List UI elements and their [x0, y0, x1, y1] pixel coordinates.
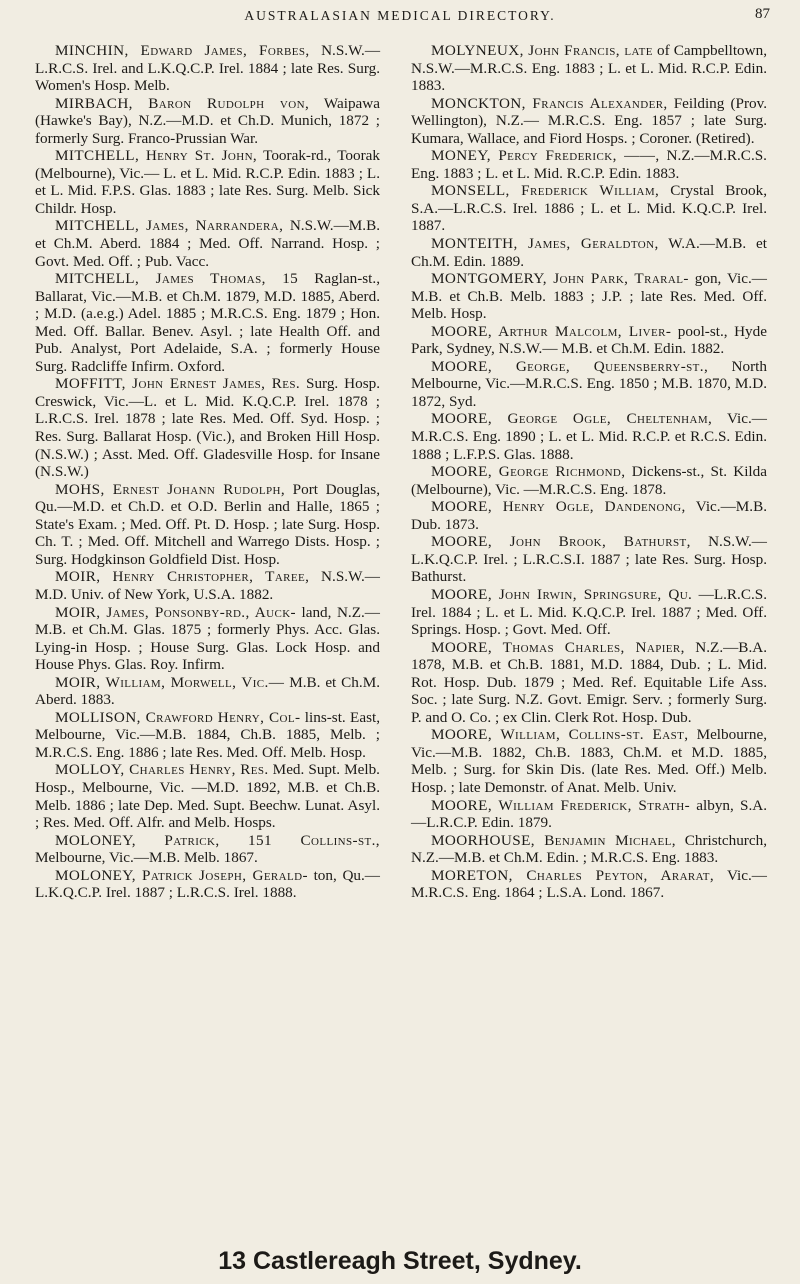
directory-entry	[411, 832, 767, 867]
right-column	[411, 42, 767, 902]
entry-details: Christchurch, N.Z.—M.B. et Ch.M. Edin. ; M.R.C.S. Eng. 1883.	[411, 831, 767, 867]
entry-heading: MOLONEY, Patrick Joseph, Gerald-	[55, 866, 308, 884]
entry-details: N.Z.—B.A. 1878, M.B. et Ch.B. 1881, M.D. 1884, Dub. ; L. Mid. Rot. Hosp. Dub. 1879 ; Med. Ref. Equitable Life Ass. Soc. ; late Surg. N.Z. Govt. Emigr. Serv. ; formerly Surg. P. and O. Co. ; ex Clin. Clerk Rot. Hosp. Dub.	[411, 638, 768, 726]
entry-heading: MOORE, John Irwin, Springsure, Qu.	[431, 585, 693, 603]
entry-heading: MOORE, George Ogle, Cheltenham,	[431, 410, 713, 428]
entry-heading: MOHS, Ernest Johann Rudolph,	[55, 480, 286, 498]
entry-heading: MOORE, Arthur Malcolm, Liver-	[431, 322, 672, 340]
entry-heading: MOORHOUSE, Benjamin Michael,	[431, 831, 676, 849]
directory-entry	[35, 95, 380, 148]
entry-heading: MIRBACH, Baron Rudolph von,	[55, 94, 310, 112]
entry-heading: MOIR, James, Ponsonby-rd., Auck-	[55, 603, 296, 621]
entry-details: pool-st., Hyde Park, Sydney, N.S.W.— M.B. et Ch.M. Edin. 1882.	[411, 322, 767, 358]
entry-heading: MONEY, Percy Frederick, ——,	[431, 147, 660, 165]
directory-entry	[35, 481, 380, 569]
directory-entry	[35, 832, 380, 867]
entry-heading: MONTEITH, James, Geraldton,	[431, 235, 659, 253]
entry-details: albyn, S.A.—L.R.C.P. Edin. 1879.	[411, 796, 767, 832]
directory-entry	[35, 270, 380, 375]
entry-details: Port Douglas, Qu.—M.D. et Ch.D. et O.D. Berlin and Halle, 1865 ; State's Exam. ; Med. Off. Pt. D. Hosp. ; late Surg. Hosp. Ch. T. ; Med. Off. Mitchell and Warrego Dists. Hosp. ; Surg. Hodgkinson Goldfield Dist. Hosp.	[35, 480, 381, 568]
entry-heading: MOIR, Henry Christopher, Taree,	[55, 568, 310, 586]
entry-details: North Melbourne, Vic.—M.R.C.S. Eng. 1850 ; M.B. 1870, M.D. 1872, Syd.	[411, 357, 767, 410]
entry-heading: MOORE, George, Queensberry-st.,	[431, 357, 709, 375]
running-head: AUSTRALASIAN MEDICAL DIRECTORY.	[244, 8, 556, 23]
entry-details: —L.R.C.S. Irel. 1884 ; L. et L. Mid. K.Q.C.P. Irel. 1887 ; Med. Off. Springs. Hosp. ; Govt. Med. Off.	[411, 585, 768, 639]
entry-heading: MOFFITT, John Ernest James, Res.	[55, 375, 301, 393]
entry-details: N.S.W.—M.D. Univ. of New York, U.S.A. 1882.	[35, 568, 380, 603]
entry-details: Dickens-st., St. Kilda (Melbourne), Vic. —M.R.C.S. Eng. 1878.	[411, 463, 767, 498]
directory-entry	[35, 674, 380, 709]
entry-details: of Campbelltown, N.S.W.—M.R.C.S. Eng. 1883 ; L. et L. Mid. R.C.P. Edin. 1883.	[411, 42, 767, 95]
directory-entry	[411, 639, 767, 727]
entry-heading: MOLYNEUX, John Francis, late	[431, 42, 653, 59]
directory-entry	[411, 182, 767, 235]
entry-heading: MONCKTON, Francis Alexander,	[431, 94, 668, 112]
entry-details: Surg. Hosp. Creswick, Vic.—L. et L. Mid. K.Q.C.P. Irel. 1878 ; L.R.C.S. Irel. 1878 ; late Res. Med. Off. Syd. Hosp. ; Res. Surg. Ballarat Hosp. (Vic.), and Broken Hill Hosp. (N.S.W.) ; Asst. Med. Off. Gladesville Hosp. for Insane (N.S.W.)	[35, 375, 380, 481]
directory-entry	[411, 235, 767, 270]
entry-heading: MITCHELL, Henry St. John,	[55, 147, 258, 165]
entry-details: M.B. et Ch.M. Aberd. 1883.	[35, 673, 380, 709]
directory-entry	[411, 358, 767, 411]
entry-details: Vic.—M.B. Dub. 1873.	[411, 498, 767, 533]
entry-heading: MOLLOY, Charles Henry, Res.	[55, 761, 269, 779]
entry-heading: MOORE, William, Collins-st. East,	[431, 726, 689, 744]
entry-heading: MITCHELL, James, Narrandera,	[55, 217, 284, 235]
entry-details: gon, Vic.—M.B. et Ch.B. Melb. 1883 ; J.P. ; late Res. Med. Off. Melb. Hosp.	[411, 270, 767, 323]
directory-entry	[411, 586, 767, 639]
directory-entry	[411, 726, 767, 796]
directory-entry	[411, 410, 767, 463]
directory-entry	[411, 533, 767, 586]
directory-entry	[411, 797, 767, 832]
entry-details: N.S.W.—M.B. et Ch.M. Aberd. 1884 ; Med. Off. Narrand. Hosp. ; Govt. Med. Off. ; Pub. Vacc.	[35, 217, 380, 270]
entry-details: Toorak-rd., Toorak (Melbourne), Vic.— L. et L. Mid. R.C.P. Edin. 1883 ; L. et L. Mid. F.P.S. Glas. 1883 ; late Res. Surg. Melb. Sick Childr. Hosp.	[35, 147, 380, 217]
entry-details: Melbourne, Vic.—M.B. Melb. 1867.	[35, 849, 258, 867]
directory-entry	[411, 270, 767, 323]
entry-heading: MORETON, Charles Peyton, Ararat,	[431, 866, 715, 884]
directory-entry	[35, 709, 380, 762]
directory-entry	[35, 761, 380, 831]
entry-details: Vic.—M.R.C.S. Eng. 1890 ; L. et L. Mid. R.C.P. et R.C.S. Edin. 1888 ; L.F.P.S. Glas. 1888.	[411, 410, 767, 463]
directory-entry	[35, 42, 380, 95]
entry-heading: MOIR, William, Morwell, Vic.—	[55, 673, 285, 691]
directory-entry	[35, 568, 380, 603]
entry-heading: MOORE, Thomas Charles, Napier,	[431, 638, 685, 656]
directory-entry	[35, 217, 380, 270]
directory-entry	[35, 867, 380, 902]
directory-entry	[35, 147, 380, 217]
entry-details: Melbourne, Vic.—M.B. 1882, Ch.B. 1883, Ch.M. et M.D. 1885, Melb. ; Surg. for Skin Dis. (late Res. Med. Off.) Melb. Hosp. ; late Demonstr. of Anat. Melb. Univ.	[411, 726, 768, 796]
entry-details: Raglan-st., Ballarat, Vic.—M.B. et Ch.M. 1879, M.D. 1885, Aberd. ; M.D. (a.e.g.) Adel. 1885 ; M.R.C.S. Eng. 1879 ; Hon. Med. Off. Ballar. Benev. Asyl. ; late Health Off. and Pub. Analyst, Port Adelaide, S.A. ; formerly House Surg. Radcliffe Infirm. Oxford.	[35, 270, 380, 375]
directory-entry	[411, 463, 767, 498]
entry-heading: MOORE, William Frederick, Strath-	[431, 796, 691, 814]
directory-entry	[411, 867, 767, 902]
entry-details: land, N.Z.—M.B. et Ch.M. Glas. 1875 ; formerly Phys. Acc. Glas. Lying-in Hosp. ; House Surg. Glas. Lock Hosp. and House Phys. Glas. Roy. Infirm.	[35, 603, 380, 674]
entry-heading: MOLLISON, Crawford Henry, Col-	[55, 708, 301, 726]
directory-entry	[35, 604, 380, 674]
directory-entry	[411, 498, 767, 533]
entry-details: Waipawa (Hawke's Bay), N.Z.—M.D. et Ch.D. Munich, 1872 ; formerly Surg. Franco-Prussian War.	[35, 94, 380, 147]
entry-details: N.S.W.—L.K.Q.C.P. Irel. ; L.R.C.S.I. 1887 ; late Res. Surg. Hosp. Bathurst.	[411, 533, 767, 586]
left-column	[35, 42, 380, 902]
entry-heading: MOORE, George Richmond,	[431, 463, 626, 481]
entry-heading: MOLONEY, Patrick, 151 Collins-st.,	[55, 831, 380, 849]
directory-entry	[411, 95, 767, 148]
entry-details: Med. Supt. Melb. Hosp., Melbourne, Vic. —M.D. 1892, M.B. et Ch.B. Melb. 1886 ; late Dep. Med. Supt. Beechw. Lunat. Asyl. ; Res. Med. Off. Alfr. and Melb. Hosps.	[35, 761, 380, 832]
entry-heading: MOORE, Henry Ogle, Dandenong,	[431, 498, 686, 516]
entry-details: Vic.—M.R.C.S. Eng. 1864 ; L.S.A. Lond. 1867.	[411, 866, 767, 902]
directory-entry	[411, 147, 767, 182]
entry-details: lins-st. East, Melbourne, Vic.—M.B. 1884, Ch.B. 1885, Melb. ; M.R.C.S. Eng. 1886 ; late Res. Med. Off. Melb. Hosp.	[35, 708, 380, 761]
entry-details: Feilding (Prov. Wellington), N.Z.— M.R.C.S. Eng. 1857 ; late Surg. Kumara, Wallace, and Fiord Hosps. ; Coroner. (Retired).	[411, 94, 767, 147]
page-header	[0, 0, 800, 34]
entry-details: N.Z.—M.R.C.S. Eng. 1883 ; L. et L. Mid. R.C.P. Edin. 1883.	[411, 147, 767, 182]
entry-details: W.A.—M.B. et Ch.M. Edin. 1889.	[411, 235, 768, 270]
entry-details: ton, Qu.—L.K.Q.C.P. Irel. 1887 ; L.R.C.S. Irel. 1888.	[35, 866, 380, 902]
entry-heading: MITCHELL, James Thomas, 15	[55, 270, 299, 288]
publisher-imprint: 13 Castlereagh Street, Sydney.	[218, 1247, 582, 1275]
directory-entry	[35, 375, 380, 480]
entry-details: N.S.W.—L.R.C.S. Irel. and L.K.Q.C.P. Irel. 1884 ; late Res. Surg. Women's Hosp. Melb.	[35, 42, 381, 95]
entry-heading: MOORE, John Brook, Bathurst,	[431, 533, 691, 551]
directory-entry	[411, 323, 767, 358]
entry-details: Crystal Brook, S.A.—L.R.C.S. Irel. 1886 ; L. et L. Mid. K.Q.C.P. Irel. 1887.	[411, 182, 767, 235]
directory-entry	[411, 42, 767, 95]
entry-heading: MONSELL, Frederick William,	[431, 182, 660, 200]
entry-heading: MINCHIN, Edward James, Forbes,	[55, 42, 310, 59]
entry-heading: MONTGOMERY, John Park, Traral-	[431, 270, 689, 288]
page-number: 87	[755, 6, 770, 22]
